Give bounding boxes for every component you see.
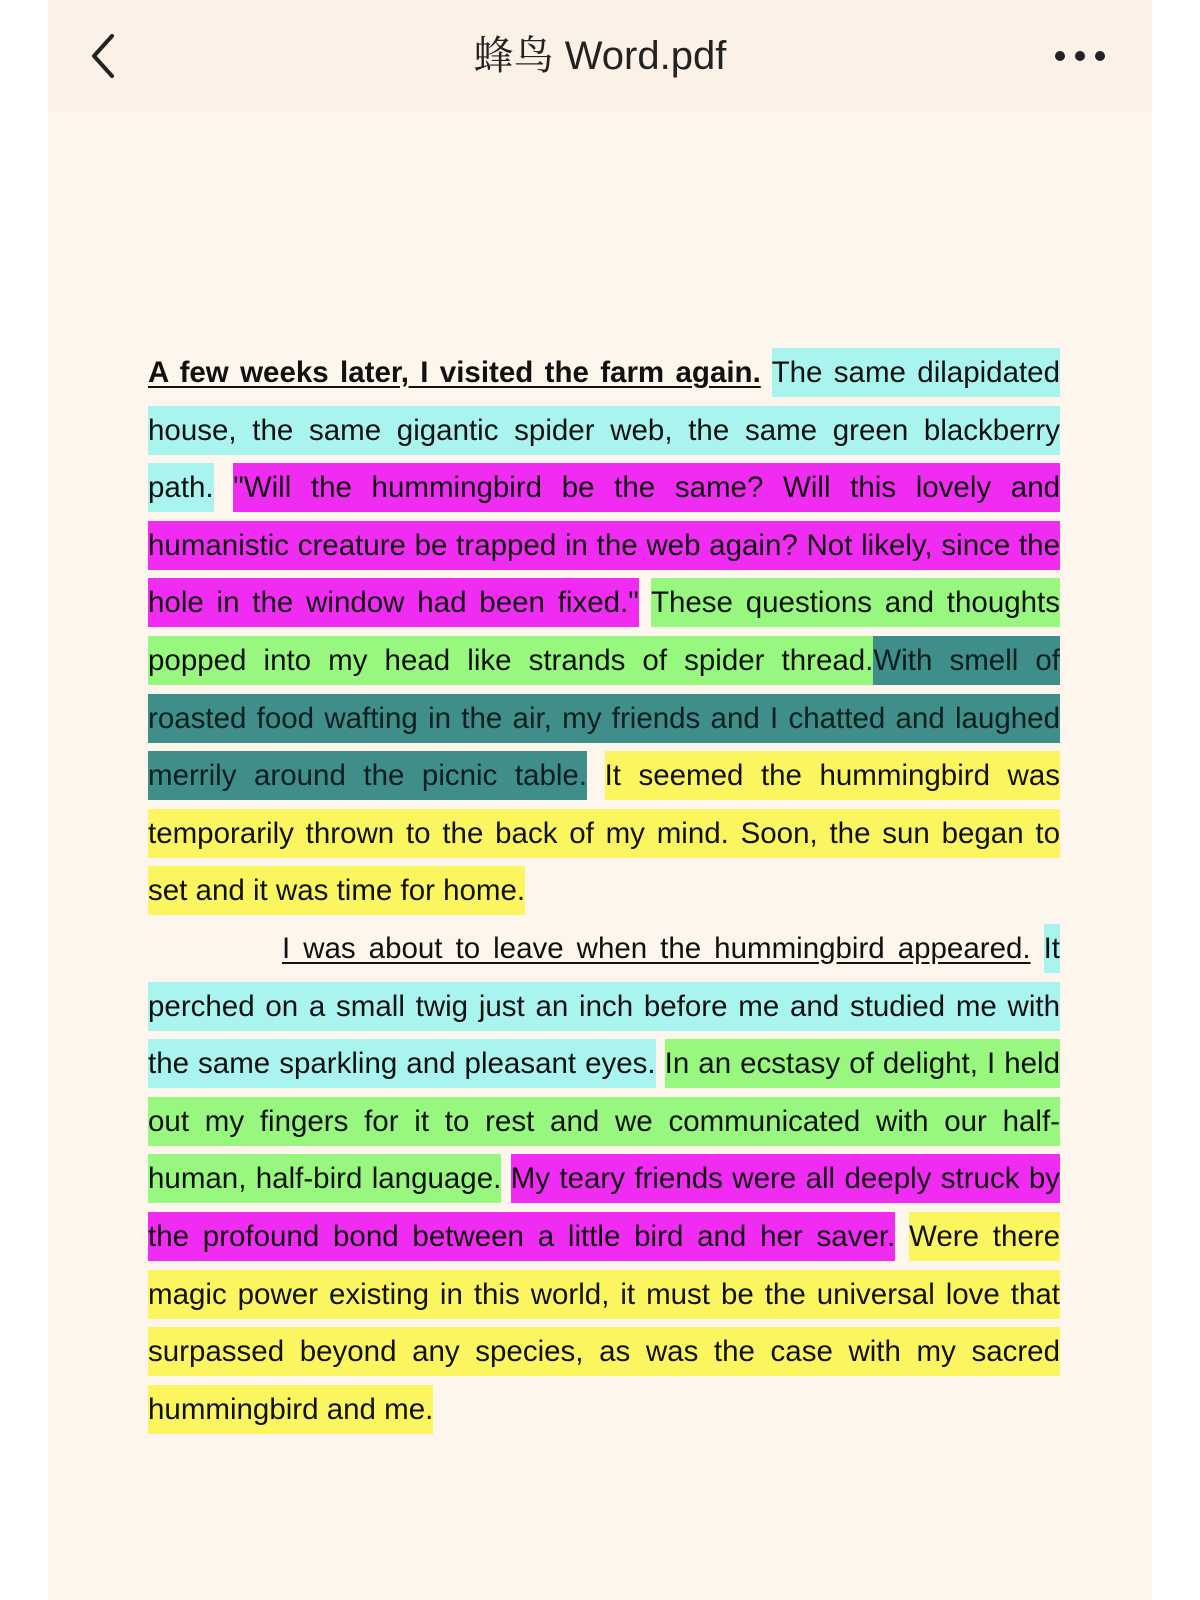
more-button[interactable] — [1048, 34, 1112, 78]
pdf-viewer — [48, 0, 1152, 1600]
highlighted-sentence: It perched on a small twig just an inch before me and studied me with the same sparkling and pleasant eyes. — [148, 924, 1060, 1088]
highlighted-sentence: The same dilapidated house, the same gigantic spider web, the same green blackberry path. — [148, 348, 1060, 512]
highlighted-sentence: "Will the hummingbird be the same? Will this lovely and humanistic creature be trapped in the web again? Not likely, since the hole in the window had been fixed." — [148, 463, 1060, 627]
highlighted-sentence: It seemed the hummingbird was temporarily thrown to the back of my mind. Soon, the sun began to set and it was time for home. — [148, 751, 1060, 915]
document-page — [148, 344, 1060, 1438]
highlighted-sentence: My teary friends were all deeply struck by the profound bond between a little bird and her saver. — [148, 1154, 1060, 1261]
highlighted-sentence: In an ecstasy of delight, I held out my fingers for it to rest and we communicated with our half-human, half-bird language. — [148, 1039, 1060, 1203]
paragraph-2 — [148, 920, 1060, 1438]
back-button[interactable] — [78, 26, 130, 86]
chevron-left-icon — [78, 26, 130, 86]
document-title: 蜂鸟 Word.pdf — [473, 34, 727, 78]
highlighted-sentence: These questions and thoughts popped into my head like strands of spider thread. — [148, 578, 1060, 685]
top-bar — [48, 0, 1152, 112]
paragraph-1 — [148, 344, 1060, 920]
topic-sentence: A few weeks later, I visited the farm again. — [148, 356, 761, 389]
topic-sentence: I was about to leave when the hummingbird appeared. — [282, 931, 1031, 965]
highlighted-sentence: Were there magic power existing in this world, it must be the universal love that surpassed beyond any species, as was the case with my sacred hummingbird and me. — [148, 1212, 1060, 1434]
more-horizontal-icon — [1048, 34, 1112, 78]
highlighted-sentence: With smell of roasted food wafting in the air, my friends and I chatted and laughed merrily around the picnic table. — [148, 636, 1060, 800]
